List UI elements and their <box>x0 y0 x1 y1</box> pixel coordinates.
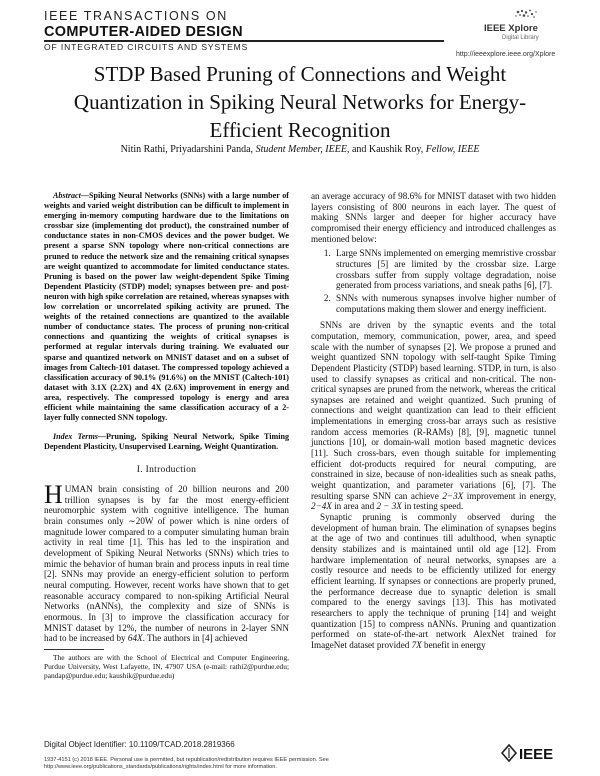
abstract-body: —Spiking Neural Networks (SNNs) with a large number of weights and varied weight distribution can be difficult to implement in emerging in-memory computing hardware due to the limitations on crossbar size (implementing dot product), the constrained number of conductance states in non-CMOS devices and the power budget. We present a sparse SNN topology where non-critical connections are pruned to reduce the network size and the remaining critical synapses are weight quantized to accommodate for limited conductance states. Pruning is based on the power law weight-dependent Spike Timing Dependent Plasticity (STDP) model; synapses between pre- and post-neuron with high spike correlation are retained, whereas synapses with low correlation or uncorrelated spiking activity are pruned. The weights of the retained connections are quantized to the available number of conductance states. The process of pruning non-critical connections and quantizing the weights of critical synapses is performed at regular intervals during training. We evaluated our sparse and quantized network on MNIST dataset and on a subset of images from Caltech-101 dataset. The compressed topology achieved a classification accuracy of 90.1% (91.6%) on the MNIST (Caltech-101) dataset with 3.1X (2.2X) and 4X (2.6X) improvement in energy and area, respectively. The compressed topology is energy and area efficient while maintaining the same classification accuracy of a 2-layer fully connected SNN topology. <box>44 191 289 423</box>
challenges-list <box>311 248 556 314</box>
author-affiliation-footnote: The authors are with the School of Electrical and Computer Engineering, Purdue University, West Lafayette, IN, 47907 USA (e-mail: rathi2@purdue.edu; pandap@purdue.edu; kaushik@purdue.edu) <box>44 652 289 680</box>
doi-line: Digital Object Identifier: 10.1109/TCAD.2018.2819366 <box>44 740 235 749</box>
paper-title: STDP Based Pruning of Connections and Weight Quantization in Spiking Neural Networks for Energy-Efficient Recognition <box>73 62 527 142</box>
p2-text-b: improvement in energy, <box>463 490 556 501</box>
p3-text: Synaptic pruning is commonly observed during the development of human brain. The elimination of synapses begins at the age of two and continues till adulthood, when synaptic density stabilizes and is maintained until old age [12]. From hardware implementation of neural networks, synapses are a costly resource and needs to be efficiently utilized for energy efficient learning. If synapses or connections are properly pruned, the performance decrease due to synaptic deletion is small compared to the energy savings [13]. This has motivated researchers to apply the technique of pruning [14] and weight quantization [15] to compress nANNs. Pruning and quantization performed on state-of-the-art network AlexNet trained for ImageNet dataset provided <box>311 512 556 650</box>
intro-p1-var: 64X <box>127 633 143 644</box>
index-terms <box>44 432 289 452</box>
drop-cap: H <box>44 480 63 509</box>
list-item: 1. Large SNNs implemented on emerging memristive crossbar structures [5] are limited by the crossbar size. Large crossbars suffer from supply voltage degradation, noise generated from process variations, and sneak paths [6], [7]. <box>333 248 556 291</box>
p2-text-a: SNNs are driven by the synaptic events and the total computation, memory, communication, power, area, and speed scale with the number of synapses [2]. We propose a pruned and weight quantized SNN topology with self-taught Spike Timing Dependent Plasticity (STDP) based learning. STDP, in turn, is also used to classify synapses as critical and non-critical. The non-critical synapses are pruned from the network, whereas the critical synapses are retained and weight quantized. Such pruning of connections and weight quantization can lead to their efficient implementations in emerging cross-bar arrays such as resistive random access memories (R-RAMs) [8], [9], magnetic tunnel junctions [10], or domain-wall motion based magnetic devices [11]. Such cross-bars, even though suitable for implementing efficient dot-products required for neural computing, are constrained in size, because of non-idealities such as sneak paths, weight quantization, and parameter variations [6], [7]. The resulting sparse SNN can achieve <box>311 320 556 501</box>
journal-name-line2: COMPUTER-AIDED DESIGN <box>44 24 243 40</box>
xplore-brand: IEEE Xplore <box>484 23 538 34</box>
author-names-b: and Kaushik Roy, <box>349 144 426 155</box>
journal-name-line1: IEEE TRANSACTIONS ON <box>44 9 228 23</box>
intro-p1-tail: . The authors in [4] achieved <box>142 633 248 644</box>
intro-paragraph-1 <box>44 480 289 644</box>
p2-var-1: 2−3X <box>442 490 464 501</box>
author-role-student: Student Member, IEEE, <box>255 144 350 155</box>
p2-text-c: in area and <box>331 501 377 512</box>
intro-paragraph-2 <box>311 320 556 512</box>
intro-p1-text: UMAN brain consisting of 20 billion neurons and 200 trillion synapses is by far the most energy-efficient neuromorphic system with cognitive intelligence. The human brain consumes only ∼20W of power which is nine orders of magnitude lower compared to a computer simulating human brain activity in real time [1]. This has led to the inspiration and development of Spiking Neural Networks (SNNs) which tries to mimic the behavior of human brain and process inputs in real time [2]. SNNs may provide an energy-efficient solution to perform neural computing. However, recent works have shown that to get reasonable accuracy compared to non-spiking Artificial Neural Networks (nANNs), the complexity and size of SNNs is enormous. In [3] to improve the classification accuracy for MNIST dataset by 12%, the number of neurons in 2-layer SNN had to be increased by <box>44 484 289 644</box>
journal-name-line3: OF INTEGRATED CIRCUITS AND SYSTEMS <box>44 42 249 52</box>
footnote-rule <box>44 649 104 650</box>
p2-var-2: 2−4X <box>311 501 332 512</box>
section-heading-introduction: I. Introduction <box>136 465 197 476</box>
p2-text-d: in testing speed. <box>401 501 464 512</box>
left-column <box>44 191 289 680</box>
author-line <box>40 144 560 156</box>
abstract <box>44 191 289 423</box>
index-terms-label: Index Terms <box>53 432 98 442</box>
list-item: 2. SNNs with numerous synapses involve higher number of computations making them slower and energy inefficient. <box>333 293 556 314</box>
xplore-tagline: Digital Library <box>502 35 539 41</box>
ieee-logo <box>500 742 560 764</box>
right-column <box>311 191 556 651</box>
ieee-xplore-logo[interactable] <box>482 6 554 42</box>
p3-var: 7X <box>411 639 422 650</box>
author-role-fellow: Fellow, IEEE <box>425 144 480 155</box>
author-names-a: Nitin Rathi, Priyadarshini Panda, <box>120 144 256 155</box>
intro-paragraph-1-continued: an average accuracy of 98.6% for MNIST dataset with two hidden layers consisting of 800 neurons in each layer. The quest of making SNNs larger and deeper for higher accuracy have compromised their energy efficiency and introduced challenges as mentioned below: <box>311 191 556 244</box>
ieee-logo-wordmark: IEEE <box>519 746 554 763</box>
p2-var-3: 2 − 3X <box>376 501 402 512</box>
index-terms-body: —Pruning, Spiking Neural Network, Spike Timing Dependent Plasticity, Unsupervised Learning, Weight Quantization. <box>44 432 290 452</box>
xplore-url-link[interactable]: http://ieeexplore.ieee.org/Xplore <box>456 51 556 58</box>
copyright-notice: 1937-4151 (c) 2018 IEEE. Personal use is permitted, but republication/redistribution requires IEEE permission. See http://www.ieee.org/publications_standards/publications/rights/index.html for more information. <box>44 757 329 770</box>
abstract-label: Abstract <box>53 191 81 200</box>
p3-tail: benefit in energy <box>421 639 486 650</box>
intro-paragraph-3 <box>311 512 556 651</box>
